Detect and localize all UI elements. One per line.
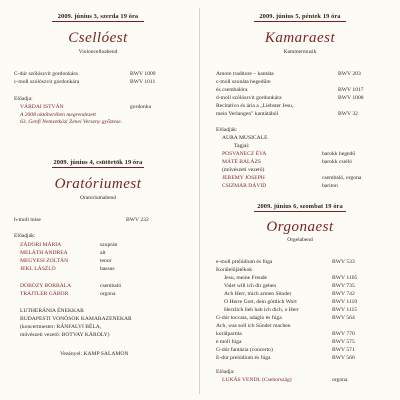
program-item-code: BWV 1011 <box>130 79 156 85</box>
performer-role: orgona <box>100 291 116 297</box>
program-item-label: Ach Herr, mich armen Sünder <box>224 291 292 297</box>
performer-role: bassus <box>100 266 115 272</box>
ensemble-line: BUDAPESTI VONÓSOK KAMARAZENEKAR <box>20 316 132 322</box>
program-item-label: e moll fúga <box>216 339 242 345</box>
program-item-label: Korálelőjátékok <box>216 267 253 273</box>
performer-role: csembaló <box>100 283 122 289</box>
program-item-label: G-dúr fantázia (concerto) <box>216 347 273 353</box>
performer-role: barokk hegedű <box>322 151 356 157</box>
performer-role: csembaló, orgona <box>322 175 362 181</box>
performer-name: VÁRDAI ISTVÁN <box>20 104 64 110</box>
program-item-code: BWV 533 <box>332 259 355 265</box>
program-item-code: BWV 575 <box>332 339 355 345</box>
program-item-code: BWV 32 <box>338 111 358 117</box>
program-item-code: BWV 1110 <box>332 299 358 305</box>
program-item-label: Ach, was soll ich Sünder machen <box>216 323 291 329</box>
program-item-label: mein Verlangen" kantátából <box>216 111 279 117</box>
program-item-label: Amore traditore – kantáta <box>216 71 274 77</box>
performers-heading: Előadják: <box>216 127 238 133</box>
program-item-label: Valet will ich dir geben <box>224 283 277 289</box>
program-item-label: h-moll mise <box>14 217 41 223</box>
performer-name: MELÁTH ANDREA <box>20 250 68 256</box>
program-item-code: BWV 232 <box>126 217 149 223</box>
program-item-code: BWV 1009 <box>130 71 156 77</box>
performer-role: gordonka <box>130 104 152 110</box>
performers-heading: Előadják: <box>14 233 36 239</box>
program-item-code: BWV 1017 <box>338 87 364 93</box>
concert-title: Csellóest <box>68 30 128 46</box>
performer-role: orgona <box>332 377 348 383</box>
program-item-label: G-dúr toccata, adagio és fúga <box>216 315 282 321</box>
program-item-code: BWV 735 <box>332 283 355 289</box>
performer-role: barokk cselló <box>322 159 352 165</box>
performer-name: MÁTÉ BALÁZS <box>222 159 262 165</box>
program-item-code: BWV 566 <box>332 355 355 361</box>
performer-role: bariton <box>322 183 338 189</box>
date-underline <box>254 21 346 22</box>
concert-subtitle: Kammermusik <box>283 49 317 55</box>
performers-heading: Előadja: <box>14 96 33 102</box>
date-underline <box>52 167 144 168</box>
conductor-line: Vezényel: KAMP SALAMON <box>60 351 129 357</box>
program-item-label: d-moll szólószvit gordonkára <box>216 95 282 101</box>
left-column <box>0 0 196 400</box>
date-heading: 2009. június 5, péntek 19 óra <box>202 13 398 20</box>
date-underline <box>254 211 346 212</box>
concert-subtitle: Violoncelloabend <box>78 49 118 55</box>
performer-note: 63. Genfi Nemzetközi Zenei Verseny győztese. <box>20 119 123 125</box>
performer-role: szoprán <box>100 242 118 248</box>
performer-name: JEKL LÁSZLÓ <box>20 266 56 272</box>
program-item-label: e-moll prelúdium és fúga <box>216 259 273 265</box>
performer-name: ZÁDORI MÁRIA <box>20 242 62 248</box>
concert-subtitle: Orgelabend <box>287 237 313 243</box>
program-item-label: Herzlich lieb hab ich dich, o Herr <box>224 307 300 313</box>
performer-name: JEREMY JOSEPH <box>222 175 265 181</box>
program-item-code: BWV 1105 <box>332 275 358 281</box>
program-item-label: Recitativo és ária a „Liebster Jesu, <box>216 103 294 109</box>
program-item-label: Jesu, meine Freude <box>224 275 268 281</box>
program-item-label: C-dúr szólószvit gordonkára <box>14 71 78 77</box>
performers-heading: Előadja: <box>216 369 235 375</box>
performer-note: (művészeti vezető) <box>222 167 265 173</box>
right-column <box>202 0 398 400</box>
performer-role: alt <box>100 250 106 256</box>
ensemble-line: művészeti vezető: BOTVAY KÁROLY) <box>20 332 110 338</box>
program-item-code: BWV 571 <box>332 347 355 353</box>
program-item-label: E-dúr prelúdium és fúga <box>216 355 271 361</box>
performer-name: TRAJTLER GÁBOR <box>20 291 69 297</box>
column-divider <box>199 8 200 394</box>
concert-title: Kamaraest <box>264 30 336 46</box>
ensemble-name: AURA MUSICALE <box>222 135 268 141</box>
performer-role: tenor <box>100 258 112 264</box>
date-heading: 2009. június 3, szerda 19 óra <box>0 13 196 20</box>
concert-subtitle: Oratoriumabend <box>79 195 117 201</box>
program-item-label: O Herre Gott, dein göttlich Wort <box>224 299 297 305</box>
performer-name: CSIZMÁR DÁVID <box>222 183 267 189</box>
program-item-label: korálpartita <box>216 331 242 337</box>
program-item-label: és csembalóra <box>216 87 248 93</box>
program-item-label: c-moll szólószvit gordonkára <box>14 79 80 85</box>
concert-title: Oratóriumest <box>54 176 142 192</box>
program-item-code: BWV 770 <box>332 331 355 337</box>
program-item-code: BWV 203 <box>338 71 361 77</box>
date-heading: 2009. június 6, szombat 19 óra <box>202 203 398 210</box>
performer-name: DOBOZY BORBÁLA <box>20 283 72 289</box>
program-item-label: c-moll szonáta hegedűre <box>216 79 271 85</box>
program-item-code: BWV 1115 <box>332 307 358 313</box>
ensemble-line: (koncertmester: RÁNFALVI BÉLA, <box>20 324 102 330</box>
date-heading: 2009. június 4, csütörtök 19 óra <box>53 159 143 166</box>
performer-name: POSVANECZ ÉVA <box>222 151 267 157</box>
program-item-code: BWV 564 <box>332 315 355 321</box>
members-heading: Tagjai: <box>234 143 250 149</box>
program-item-code: BWV 1008 <box>338 95 364 101</box>
date-underline <box>52 21 144 22</box>
performer-note: A 2008 októberében megrendezett <box>20 112 96 118</box>
program-item-code: BWV 742 <box>332 291 355 297</box>
performer-name: MEGYESI ZOLTÁN <box>20 258 69 264</box>
performer-name: LUKÁS VENDL (Csehország) <box>222 377 292 383</box>
ensemble-line: LUTHERÁNIA ÉNEKKAR <box>20 308 84 314</box>
concert-title: Orgonaest <box>266 219 334 235</box>
